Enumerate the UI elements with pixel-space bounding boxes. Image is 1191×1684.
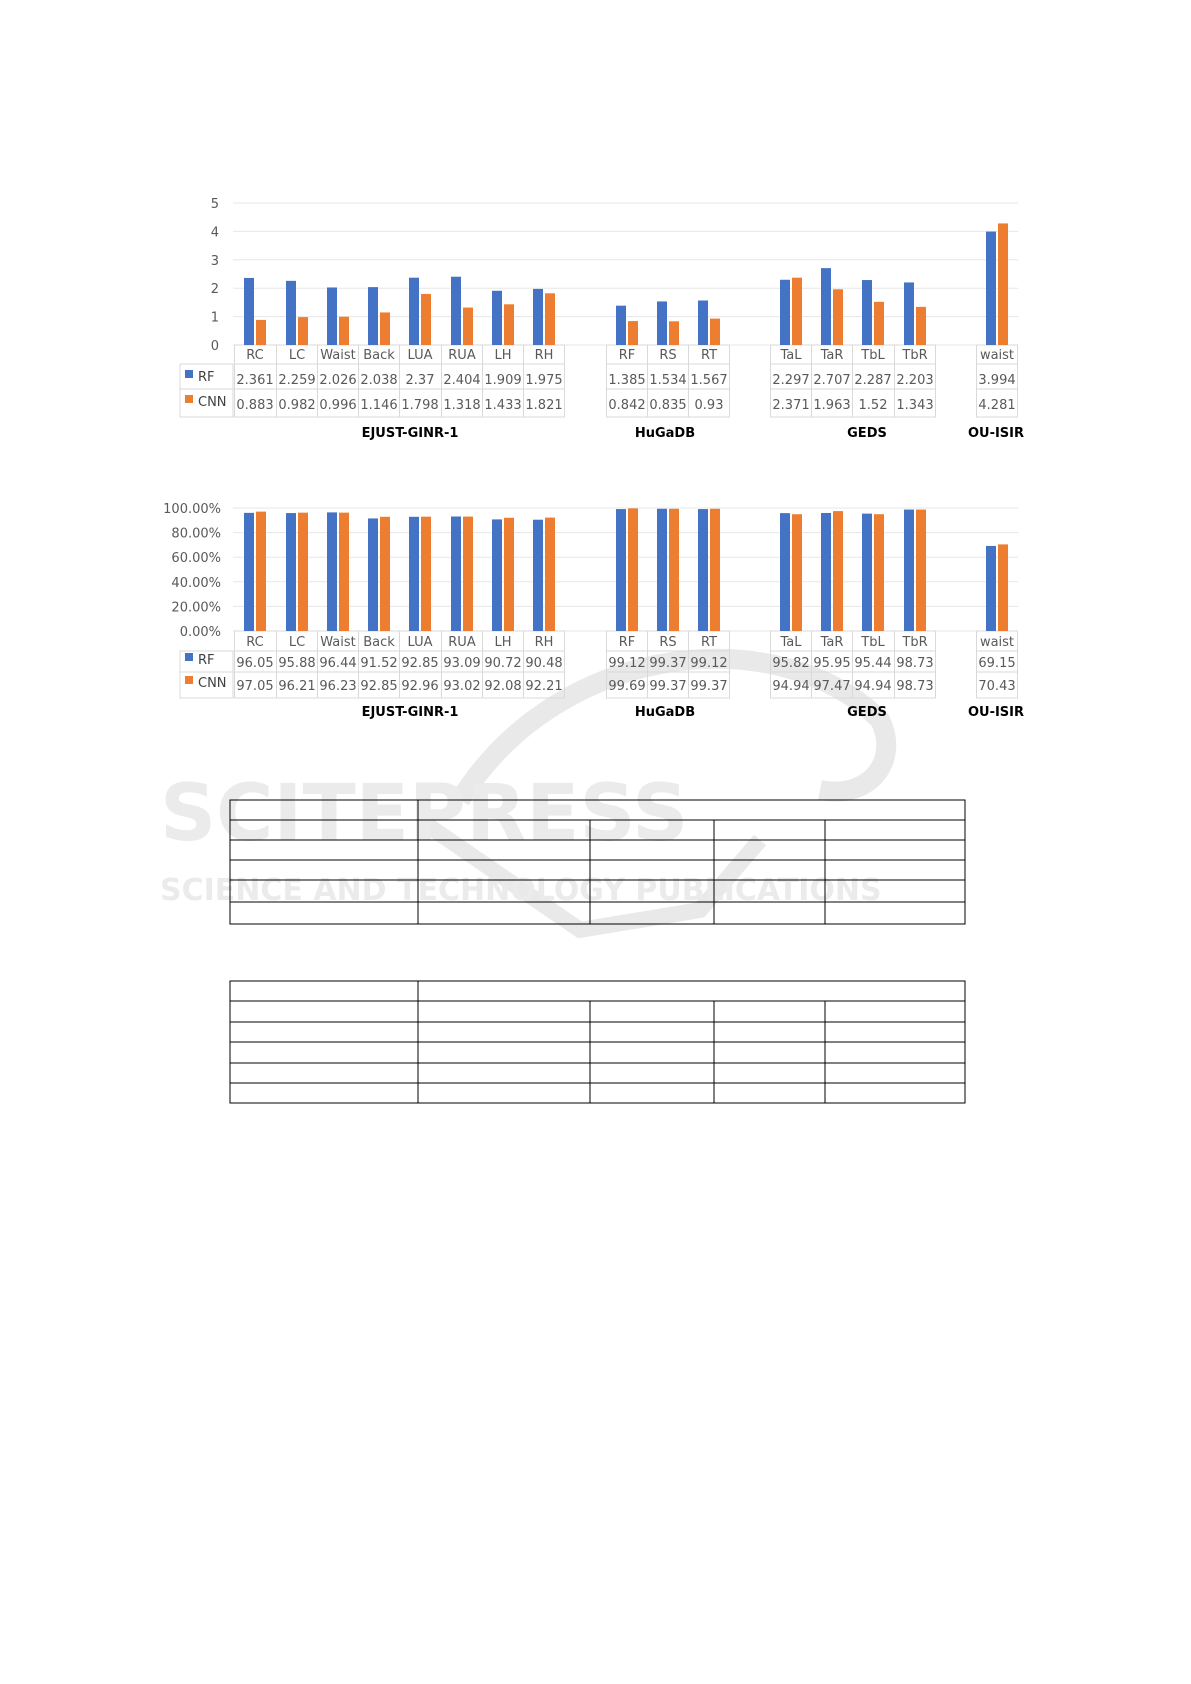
bar-cnn [298, 317, 308, 345]
bar-rf [451, 277, 461, 345]
bar-cnn [256, 320, 266, 345]
category-label: LUA [407, 635, 433, 650]
bar-rf [368, 287, 378, 345]
legend-rf-swatch [185, 370, 193, 378]
data-label-rf: 2.707 [813, 373, 851, 388]
bar-rf [244, 513, 254, 631]
legend-rf-label: RF [198, 370, 215, 385]
bar-cnn [998, 544, 1008, 631]
bar-cnn [463, 517, 473, 631]
bar-cnn [916, 307, 926, 345]
data-label-rf: 2.203 [896, 373, 934, 388]
data-label-rf: 95.88 [278, 656, 316, 671]
category-label: RUA [448, 635, 476, 650]
data-label-rf: 99.12 [690, 656, 728, 671]
data-label-cnn: 0.835 [649, 398, 687, 413]
data-label-cnn: 2.371 [772, 398, 810, 413]
category-label: LC [288, 635, 306, 650]
category-label: TbR [902, 635, 928, 650]
data-label-rf: 92.85 [401, 656, 439, 671]
data-label-rf: 1.534 [649, 373, 687, 388]
data-label-rf: 2.404 [443, 373, 481, 388]
data-label-cnn: 1.821 [525, 398, 563, 413]
category-label: LUA [407, 348, 433, 363]
data-label-rf: 2.287 [854, 373, 892, 388]
bar-rf [780, 280, 790, 345]
bar-cnn [339, 513, 349, 631]
watermark [160, 659, 886, 930]
bar-cnn [792, 278, 802, 345]
watermark-subtitle: SCIENCE AND TECHNOLOGY PUBLICATIONS [160, 873, 882, 908]
legend-cnn-label: CNN [198, 676, 227, 691]
category-label: RH [534, 635, 554, 650]
bar-cnn [710, 319, 720, 345]
watermark-title: SCITEPRESS [160, 769, 689, 859]
data-label-rf: 99.37 [649, 656, 687, 671]
y-tick-label: 40.00% [171, 575, 221, 591]
category-label: RC [246, 348, 264, 363]
chart-values [180, 197, 1024, 441]
group-label: HuGaDB [634, 426, 696, 441]
bar-cnn [463, 308, 473, 345]
bar-cnn [504, 304, 514, 345]
bar-cnn [628, 508, 638, 631]
category-label: TbR [902, 348, 928, 363]
data-label-rf: 3.994 [978, 373, 1016, 388]
bar-cnn [504, 518, 514, 631]
bar-cnn [380, 517, 390, 631]
bar-cnn [256, 512, 266, 631]
data-label-cnn: 1.318 [443, 398, 481, 413]
data-label-cnn: 0.93 [694, 398, 724, 413]
data-label-rf: 2.026 [319, 373, 357, 388]
category-label: TbL [861, 348, 885, 363]
data-label-cnn: 4.281 [978, 398, 1016, 413]
bar-rf [698, 300, 708, 345]
bar-rf [451, 516, 461, 631]
bar-rf [862, 280, 872, 345]
data-label-cnn: 70.43 [978, 679, 1016, 694]
category-label: RH [534, 348, 554, 363]
y-tick-label: 60.00% [171, 551, 221, 567]
bar-cnn [833, 289, 843, 345]
bar-rf [286, 513, 296, 631]
bar-rf [533, 289, 543, 345]
bar-cnn [669, 321, 679, 345]
group-label: GEDS [847, 705, 887, 720]
data-label-cnn: 96.23 [319, 679, 357, 694]
bar-cnn [545, 518, 555, 631]
bar-rf [533, 520, 543, 631]
data-label-cnn: 92.85 [360, 679, 398, 694]
group-label: EJUST-GINR-1 [361, 426, 459, 441]
data-label-cnn: 99.37 [649, 679, 687, 694]
y-tick-label: 2 [210, 282, 219, 298]
data-label-cnn: 0.883 [236, 398, 274, 413]
category-label: RC [246, 635, 264, 650]
data-label-rf: 95.44 [854, 656, 892, 671]
data-label-cnn: 97.47 [813, 679, 851, 694]
data-label-cnn: 92.21 [525, 679, 563, 694]
y-tick-label: 1 [210, 310, 219, 326]
legend-cnn-label: CNN [198, 395, 227, 410]
empty-table-2 [230, 981, 965, 1103]
data-label-rf: 91.52 [360, 656, 398, 671]
bar-cnn [298, 513, 308, 631]
data-label-rf: 2.297 [772, 373, 810, 388]
bar-cnn [833, 511, 843, 631]
category-label: RT [700, 635, 718, 650]
data-label-rf: 99.12 [608, 656, 646, 671]
data-label-rf: 2.259 [278, 373, 316, 388]
bar-rf [657, 301, 667, 345]
bar-rf [616, 306, 626, 345]
data-label-cnn: 0.982 [278, 398, 316, 413]
data-label-cnn: 1.343 [896, 398, 934, 413]
data-label-cnn: 1.146 [360, 398, 398, 413]
category-label: RF [618, 348, 636, 363]
bar-rf [286, 281, 296, 345]
data-label-rf: 2.361 [236, 373, 274, 388]
category-label: TaR [820, 635, 844, 650]
category-label: Back [363, 348, 395, 363]
bar-rf [616, 509, 626, 631]
category-label: Waist [320, 348, 356, 363]
data-label-cnn: 0.996 [319, 398, 357, 413]
data-label-rf: 95.95 [813, 656, 851, 671]
category-label: RUA [448, 348, 476, 363]
y-tick-label: 100.00% [163, 502, 221, 517]
category-label: RS [659, 348, 677, 363]
data-label-cnn: 99.69 [608, 679, 646, 694]
legend-rf-label: RF [198, 653, 215, 668]
legend-cnn-swatch [185, 676, 193, 684]
data-label-rf: 1.975 [525, 373, 563, 388]
data-label-cnn: 93.02 [443, 679, 481, 694]
category-label: RF [618, 635, 636, 650]
data-label-rf: 96.44 [319, 656, 357, 671]
bar-cnn [339, 317, 349, 345]
bar-rf [821, 268, 831, 345]
group-label: OU-ISIR [967, 705, 1025, 720]
bar-cnn [380, 312, 390, 345]
data-label-cnn: 92.96 [401, 679, 439, 694]
data-label-rf: 90.72 [484, 656, 522, 671]
category-label: LC [288, 348, 306, 363]
category-label: LH [494, 635, 512, 650]
bar-cnn [998, 223, 1008, 345]
bar-rf [327, 512, 337, 631]
category-label: Back [363, 635, 395, 650]
y-tick-label: 0 [210, 339, 219, 354]
data-label-rf: 90.48 [525, 656, 563, 671]
bar-cnn [874, 302, 884, 345]
category-label: TaL [780, 348, 802, 363]
data-label-cnn: 1.798 [401, 398, 439, 413]
bar-rf [244, 278, 254, 345]
group-label: GEDS [847, 426, 887, 441]
data-label-cnn: 98.73 [896, 679, 934, 694]
data-label-cnn: 96.21 [278, 679, 316, 694]
bar-cnn [669, 509, 679, 631]
bar-rf [821, 513, 831, 631]
bar-rf [698, 509, 708, 631]
data-label-cnn: 94.94 [772, 679, 810, 694]
bar-rf [862, 514, 872, 631]
category-label: Waist [320, 635, 356, 650]
bar-cnn [421, 517, 431, 631]
category-label: RS [659, 635, 677, 650]
y-tick-label: 5 [210, 197, 219, 212]
bar-cnn [916, 510, 926, 631]
data-label-rf: 2.038 [360, 373, 398, 388]
data-label-cnn: 1.52 [858, 398, 888, 413]
category-label: TbL [861, 635, 885, 650]
group-label: OU-ISIR [967, 426, 1025, 441]
data-label-rf: 1.909 [484, 373, 522, 388]
y-tick-label: 3 [210, 253, 219, 269]
bar-cnn [792, 514, 802, 631]
data-label-cnn: 1.963 [813, 398, 851, 413]
category-label: RT [700, 348, 718, 363]
bar-rf [986, 546, 996, 631]
bar-rf [492, 291, 502, 345]
bar-rf [327, 287, 337, 345]
bar-rf [904, 510, 914, 631]
y-tick-label: 20.00% [171, 600, 221, 616]
data-label-rf: 69.15 [978, 656, 1016, 671]
bar-rf [409, 517, 419, 631]
data-label-rf: 1.567 [690, 373, 728, 388]
bar-cnn [628, 321, 638, 345]
category-label: TaR [820, 348, 844, 363]
data-label-rf: 93.09 [443, 656, 481, 671]
bar-rf [986, 232, 996, 345]
data-label-cnn: 1.433 [484, 398, 522, 413]
bar-cnn [421, 294, 431, 345]
data-label-cnn: 92.08 [484, 679, 522, 694]
bar-rf [780, 513, 790, 631]
data-label-cnn: 0.842 [608, 398, 646, 413]
data-label-rf: 95.82 [772, 656, 810, 671]
category-label: waist [979, 348, 1015, 363]
data-label-cnn: 97.05 [236, 679, 274, 694]
data-label-rf: 1.385 [608, 373, 646, 388]
data-label-cnn: 94.94 [854, 679, 892, 694]
bar-rf [492, 519, 502, 631]
bar-rf [657, 509, 667, 631]
y-tick-label: 4 [210, 225, 219, 241]
y-tick-label: 0.00% [179, 625, 221, 640]
category-label: LH [494, 348, 512, 363]
bar-cnn [874, 514, 884, 631]
legend-rf-swatch [185, 653, 193, 661]
bar-cnn [710, 509, 720, 631]
data-label-rf: 2.37 [405, 373, 435, 388]
group-label: HuGaDB [634, 705, 696, 720]
bar-rf [904, 282, 914, 345]
bar-rf [409, 278, 419, 345]
category-label: waist [979, 635, 1015, 650]
bar-rf [368, 518, 378, 631]
data-label-rf: 98.73 [896, 656, 934, 671]
y-tick-label: 80.00% [171, 526, 221, 542]
group-label: EJUST-GINR-1 [361, 705, 459, 720]
data-label-rf: 96.05 [236, 656, 274, 671]
category-label: TaL [780, 635, 802, 650]
bar-cnn [545, 293, 555, 345]
legend-cnn-swatch [185, 395, 193, 403]
data-label-cnn: 99.37 [690, 679, 728, 694]
